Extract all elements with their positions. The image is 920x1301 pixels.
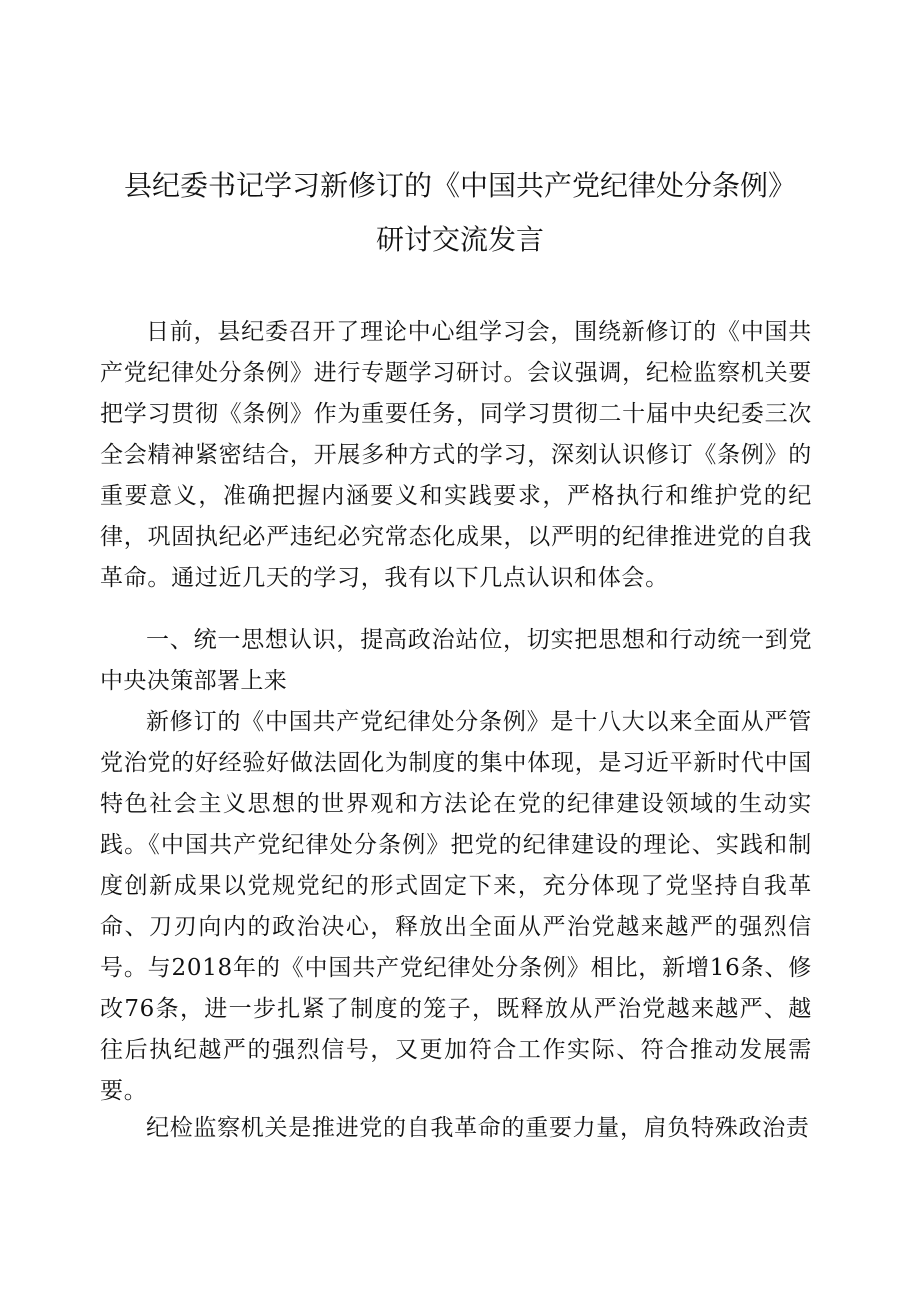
document-title-line-2: 研讨交流发言 xyxy=(375,223,544,256)
document-title-line-1: 县纪委书记学习新修订的《中国共产党纪律处分条例》 xyxy=(123,169,796,202)
paragraph-intro: 日前，县纪委召开了理论中心组学习会，围绕新修订的《中国共产党纪律处分条例》进行专题学习研讨。会议强调，纪检监察机关要把学习贯彻《条例》作为重要任务，同学习贯彻二十届中央纪委三次全会精神紧密结合，开展多种方式的学习，深刻认识修订《条例》的重要意义，准确把握内涵要义和实践要求，严格执行和维护党的纪律，巩固执纪必严违纪必究常态化成果，以严明的纪律推进党的自我革命。通过近几天的学习，我有以下几点认识和体会。 xyxy=(100,319,812,591)
paragraph-section-1: 新修订的《中国共产党纪律处分条例》是十八大以来全面从严管党治党的好经验好做法固化为制度的集中体现，是习近平新时代中国特色社会主义思想的世界观和方法论在党的纪律建设领域的生动实践。《中国共产党纪律处分条例》把党的纪律建设的理论、实践和制度创新成果以党规党纪的形式固定下来，充分体现了党坚持自我革命、刀刃向内的政治决心，释放出全面从严治党越来越严的强烈信号。与2018年的《中国共产党纪律处分条例》相比，新增16条、修改76条，进一步扎紧了制度的笼子，既释放从严治党越来越严、越往后执纪越严的强烈信号，又更加符合工作实际、符合推动发展需要。 xyxy=(100,709,812,1104)
paragraph-section-1-continued: 纪检监察机关是推进党的自我革命的重要力量，肩负特殊政治责 xyxy=(146,1115,810,1141)
section-heading-1: 一、统一思想认识，提高政治站位，切实把思想和行动统一到党中央决策部署上来 xyxy=(100,627,812,694)
